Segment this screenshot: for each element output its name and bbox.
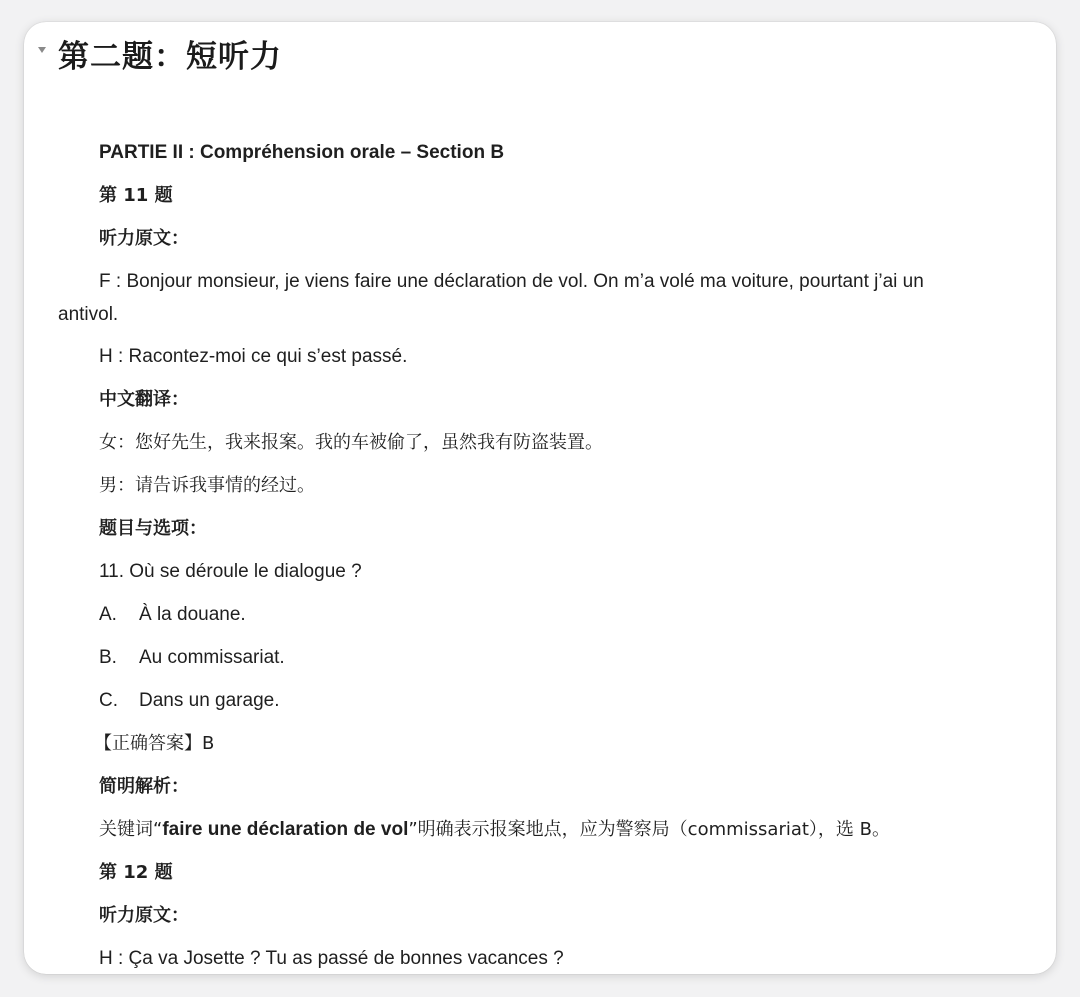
partie-heading: PARTIE II : Compréhension orale – Section B bbox=[99, 142, 505, 163]
option-text: À la douane. bbox=[139, 604, 246, 625]
q12-number: 第 12 题 bbox=[99, 862, 173, 883]
q12-transcript-h: H : Ça va Josette ? Tu as passé de bonnes vacances ? bbox=[99, 948, 564, 969]
q11-translation-h: 男：请告诉我事情的经过。 bbox=[99, 475, 315, 496]
collapse-triangle-icon[interactable] bbox=[38, 47, 46, 53]
option-letter: A. bbox=[99, 604, 117, 625]
option-text: Au commissariat. bbox=[139, 647, 285, 668]
q11-answer: 【正确答案】B bbox=[94, 733, 215, 754]
q11-option-b bbox=[99, 641, 285, 674]
q11-question: 11. Où se déroule le dialogue ? bbox=[99, 561, 362, 582]
document-card bbox=[24, 22, 1056, 974]
q11-number: 第 11 题 bbox=[99, 185, 173, 206]
section-title: 第二题：短听力 bbox=[58, 38, 282, 75]
q11-question-label: 题目与选项： bbox=[99, 518, 207, 539]
analysis-keyword: faire une déclaration de vol bbox=[162, 819, 409, 840]
q11-translation-f: 女：您好先生，我来报案。我的车被偷了，虽然我有防盗装置。 bbox=[99, 432, 603, 453]
q11-translation-label: 中文翻译： bbox=[99, 389, 189, 410]
option-letter: C. bbox=[99, 690, 118, 711]
option-letter: B. bbox=[99, 647, 117, 668]
q11-analysis bbox=[99, 813, 890, 846]
analysis-suffix: ”明确表示报案地点，应为警察局（commissariat），选 B。 bbox=[408, 819, 891, 840]
q11-analysis-label: 简明解析： bbox=[99, 776, 189, 797]
section-heading-row bbox=[38, 28, 282, 78]
q11-transcript-label: 听力原文： bbox=[99, 228, 189, 249]
q11-option-a bbox=[99, 598, 246, 631]
q12-transcript-label: 听力原文： bbox=[99, 905, 189, 926]
analysis-prefix: 关键词“ bbox=[99, 819, 163, 840]
q11-transcript-h: H : Racontez-moi ce qui s’est passé. bbox=[99, 346, 408, 367]
q11-transcript-f: F : Bonjour monsieur, je viens faire une déclaration de vol. On m’a volé ma voiture, pourtant j’ai un antivol. bbox=[58, 271, 924, 325]
q11-option-c bbox=[99, 684, 280, 717]
option-text: Dans un garage. bbox=[139, 690, 280, 711]
